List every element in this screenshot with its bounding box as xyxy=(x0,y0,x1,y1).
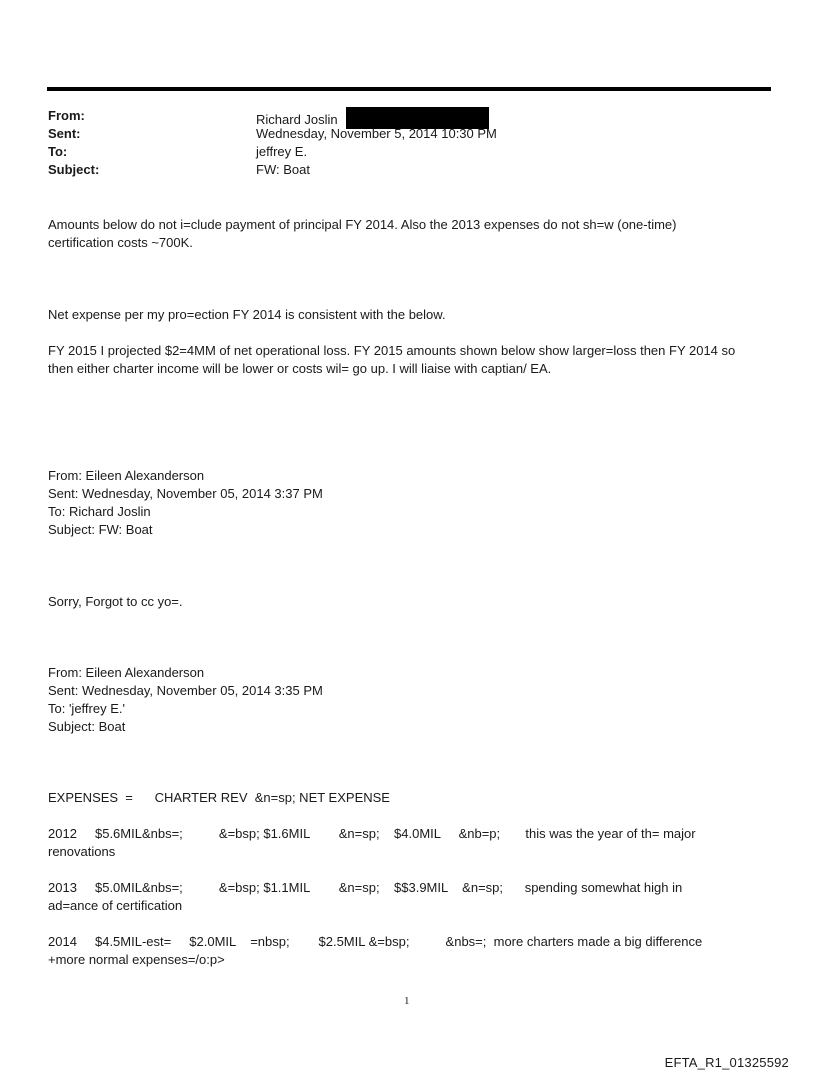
forward-subject: Subject: Boat xyxy=(48,719,126,734)
expenses-line: ad=ance of certification xyxy=(48,898,183,913)
page-number: 1 xyxy=(404,995,410,1007)
forward-to: To: Richard Joslin xyxy=(48,504,151,519)
forward-from: From: Eileen Alexanderson xyxy=(48,665,205,680)
body-paragraph-3 xyxy=(48,342,768,378)
expenses-header-line: EXPENSES = CHARTER REV &n=sp; NET EXPENSE xyxy=(48,790,390,805)
body-paragraph-2 xyxy=(48,306,768,324)
from-label: From: xyxy=(48,108,85,123)
expenses-line: 2012 $5.6MIL&nbs=; &=bsp; $1.6MIL &n=sp; $4.0MIL &nb=p; this was the year of th= major xyxy=(48,826,696,841)
subject-label: Subject: xyxy=(48,162,100,177)
sent-value: Wednesday, November 5, 2014 10:30 PM xyxy=(256,126,497,141)
forward-sent: Sent: Wednesday, November 05, 2014 3:37 PM xyxy=(48,486,323,501)
expenses-header xyxy=(48,789,768,807)
body-line: then either charter income will be lower or costs wil= go up. I will liaise with captian/ EA. xyxy=(48,361,552,376)
expenses-line: +more normal expenses=/o:p> xyxy=(48,952,225,967)
from-name: Richard Joslin xyxy=(256,112,338,127)
message-line: Sorry, Forgot to cc yo=. xyxy=(48,594,183,609)
forward-subject: Subject: FW: Boat xyxy=(48,522,153,537)
header-rule xyxy=(47,87,771,91)
expenses-row-2014 xyxy=(48,933,768,969)
forward-header-2 xyxy=(48,664,768,736)
body-line: certification costs ~700K. xyxy=(48,235,193,250)
forward-sent: Sent: Wednesday, November 05, 2014 3:35 PM xyxy=(48,683,323,698)
sent-label: Sent: xyxy=(48,126,81,141)
to-value: jeffrey E. xyxy=(256,144,308,159)
expenses-line: 2013 $5.0MIL&nbs=; &=bsp; $1.1MIL &n=sp; $$3.9MIL &n=sp; spending somewhat high in xyxy=(48,880,683,895)
expenses-line: 2014 $4.5MIL-est= $2.0MIL =nbsp; $2.5MIL &=bsp; &nbs=; more charters made a big difference xyxy=(48,934,703,949)
forward-from: From: Eileen Alexanderson xyxy=(48,468,205,483)
forward-header-1 xyxy=(48,467,768,539)
body-paragraph-1 xyxy=(48,216,768,252)
expenses-row-2013 xyxy=(48,879,768,915)
bates-number: EFTA_R1_01325592 xyxy=(664,1055,789,1070)
expenses-row-2012 xyxy=(48,825,768,861)
forward-to: To: 'jeffrey E.' xyxy=(48,701,125,716)
body-line: Net expense per my pro=ection FY 2014 is consistent with the below. xyxy=(48,307,446,322)
expenses-line: renovations xyxy=(48,844,116,859)
subject-value: FW: Boat xyxy=(256,162,310,177)
to-label: To: xyxy=(48,144,68,159)
body-line: Amounts below do not i=clude payment of principal FY 2014. Also the 2013 expenses do not sh=w (one-time) xyxy=(48,217,677,232)
forward-message-1 xyxy=(48,593,768,611)
body-line: FY 2015 I projected $2=4MM of net operational loss. FY 2015 amounts shown below show larger=loss then FY 2014 so xyxy=(48,343,736,358)
